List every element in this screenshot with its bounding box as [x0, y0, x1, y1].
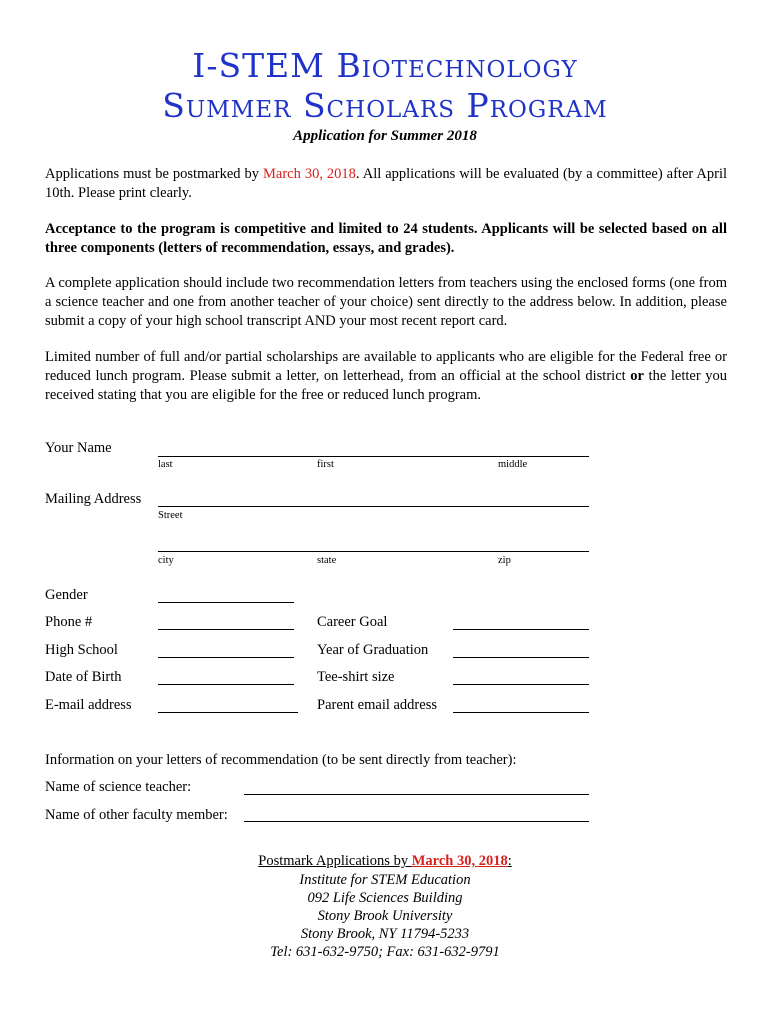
science-teacher-label: Name of science teacher:	[45, 779, 192, 795]
tee-shirt-field[interactable]	[453, 684, 589, 685]
city-label: city	[158, 555, 174, 566]
scholarship-text-after: the letter you received stating that you are eligible for the free or reduced lunch program.	[45, 368, 727, 403]
zip-label: zip	[498, 555, 511, 566]
parent-email-field[interactable]	[453, 712, 589, 713]
mailing-address-label: Mailing Address	[45, 491, 142, 507]
year-graduation-field[interactable]	[453, 657, 589, 658]
building-address: 092 Life Sciences Building	[307, 890, 463, 906]
career-goal-field[interactable]	[453, 629, 589, 630]
high-school-label: High School	[45, 642, 118, 658]
phone-fax-line: Tel: 631-632-9750; Fax: 631-632-9791	[270, 944, 500, 960]
title-line-2: Summer Scholars Program	[162, 86, 608, 125]
institute-name: Institute for STEM Education	[299, 872, 471, 888]
parent-email-label: Parent email address	[317, 697, 437, 713]
title-line-1: I-STEM Biotechnology	[192, 46, 578, 85]
career-goal-label: Career Goal	[317, 614, 388, 630]
street-field[interactable]	[158, 506, 589, 507]
year-graduation-label: Year of Graduation	[317, 642, 429, 658]
city-state-zip-field[interactable]	[158, 551, 589, 552]
street-label: Street	[158, 510, 183, 521]
state-label: state	[317, 555, 337, 566]
other-faculty-label: Name of other faculty member:	[45, 807, 228, 823]
your-name-field[interactable]	[158, 456, 589, 457]
recommendation-info: Information on your letters of recommendation (to be sent directly from teacher):	[45, 752, 517, 768]
intro-paragraph-requirements: A complete application should include two recommendation letters from teachers using the enclosed forms (one from a science teacher and one from another teacher of your choice) sent directly to the address below. In addition, please submit a copy of your high school transcript AND your most recent report card.	[45, 275, 727, 329]
email-label: E-mail address	[45, 697, 132, 713]
deadline-date: March 30, 2018	[263, 166, 356, 182]
postmark-date: March 30, 2018	[411, 853, 508, 869]
science-teacher-field[interactable]	[244, 794, 589, 795]
gender-label: Gender	[45, 587, 88, 603]
deadline-text-after: . All applications will be evaluated (by a committee) after April 10th. Please print clearly.	[45, 166, 728, 201]
intro-paragraph-scholarships	[45, 348, 727, 405]
scholarship-or: or	[630, 368, 644, 384]
postmark-line	[0, 852, 770, 870]
date-of-birth-field[interactable]	[158, 684, 294, 685]
name-middle-label: middle	[498, 459, 528, 470]
your-name-label: Your Name	[45, 440, 112, 456]
university-name: Stony Brook University	[317, 908, 453, 924]
phone-field[interactable]	[158, 629, 294, 630]
tee-shirt-label: Tee-shirt size	[317, 669, 395, 685]
intro-paragraph-deadline	[45, 165, 727, 203]
deadline-text-before: Applications must be postmarked by	[45, 166, 263, 182]
name-last-label: last	[158, 459, 173, 470]
name-first-label: first	[317, 459, 334, 470]
scholarship-text-before: Limited number of full and/or partial scholarships are available to applicants who are eligible for the Federal free or reduced lunch program. Please submit a letter, on letterhead, from an official at the school district	[45, 349, 727, 384]
date-of-birth-label: Date of Birth	[45, 669, 122, 685]
city-zip-line: Stony Brook, NY 11794-5233	[300, 926, 470, 942]
intro-paragraph-acceptance: Acceptance to the program is competitive and limited to 24 students. Applicants will be selected based on all three components (letters of recommendation, essays, and grades).	[45, 221, 727, 256]
gender-field[interactable]	[158, 602, 294, 603]
other-faculty-field[interactable]	[244, 821, 589, 822]
postmark-prefix: Postmark Applications by	[258, 853, 412, 869]
high-school-field[interactable]	[158, 657, 294, 658]
postmark-suffix: :	[507, 853, 512, 869]
subtitle: Application for Summer 2018	[293, 128, 477, 144]
email-field[interactable]	[158, 712, 298, 713]
phone-label: Phone #	[45, 614, 93, 630]
